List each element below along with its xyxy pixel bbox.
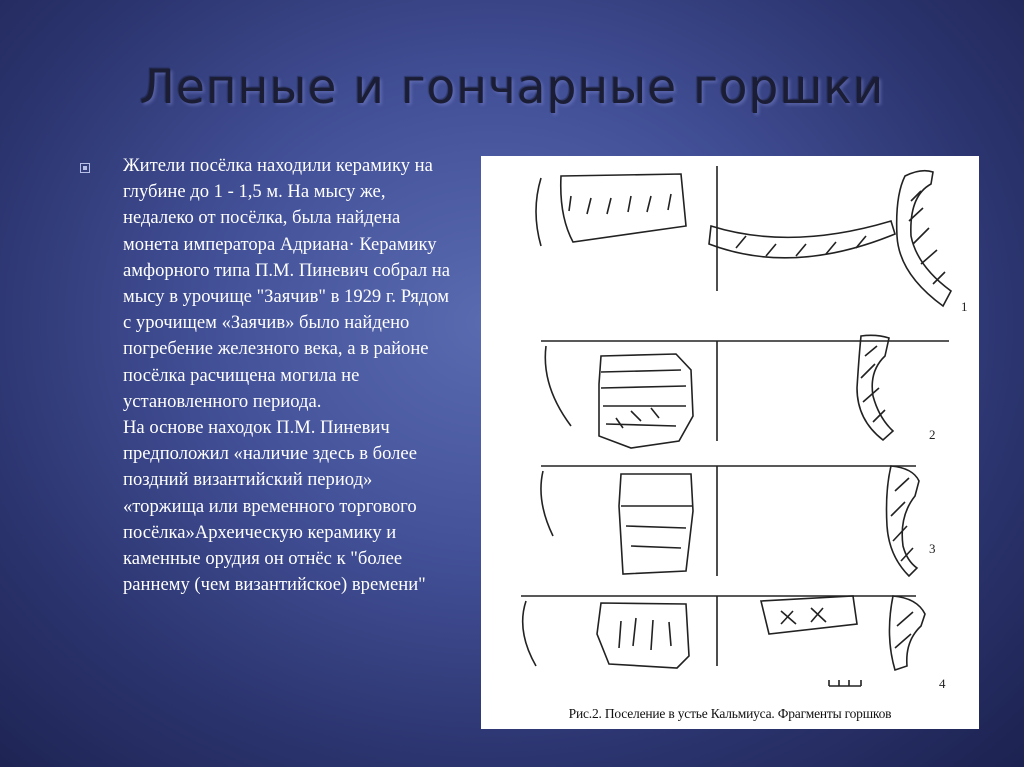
row-number-4: 4 (939, 676, 946, 691)
figure-caption: Рис.2. Поселение в устье Кальмиуса. Фрагменты горшков (568, 706, 892, 721)
pottery-drawing (481, 156, 979, 729)
bullet-icon (80, 163, 90, 173)
row-number-1: 1 (961, 299, 968, 314)
row-number-3: 3 (929, 541, 936, 556)
body-paragraph: Жители посёлка находили керамику на глубине до 1 - 1,5 м. На мысу же, недалеко от посёлка, была найдена монета императора Адриана· Керамику амфорного типа П.М. Пиневич собрал на мысу в урочище "Заячив" в 1929 г. Рядом с урочищем «Заячив» было найдено погребение железного века, а в районе посёлка расчищена могила не установленного периода. На основе находок П.М. Пиневич предположил «наличие здесь в более поздний византийский период» «торжища или временного торгового посёлка»Археическую керамику и каменные орудия он отнёс к "более раннему (чем византийское) времени" (123, 155, 451, 596)
pottery-figure (481, 156, 979, 729)
slide-title: Лепные и гончарные горшки (139, 60, 885, 115)
row-number-2: 2 (929, 427, 936, 442)
